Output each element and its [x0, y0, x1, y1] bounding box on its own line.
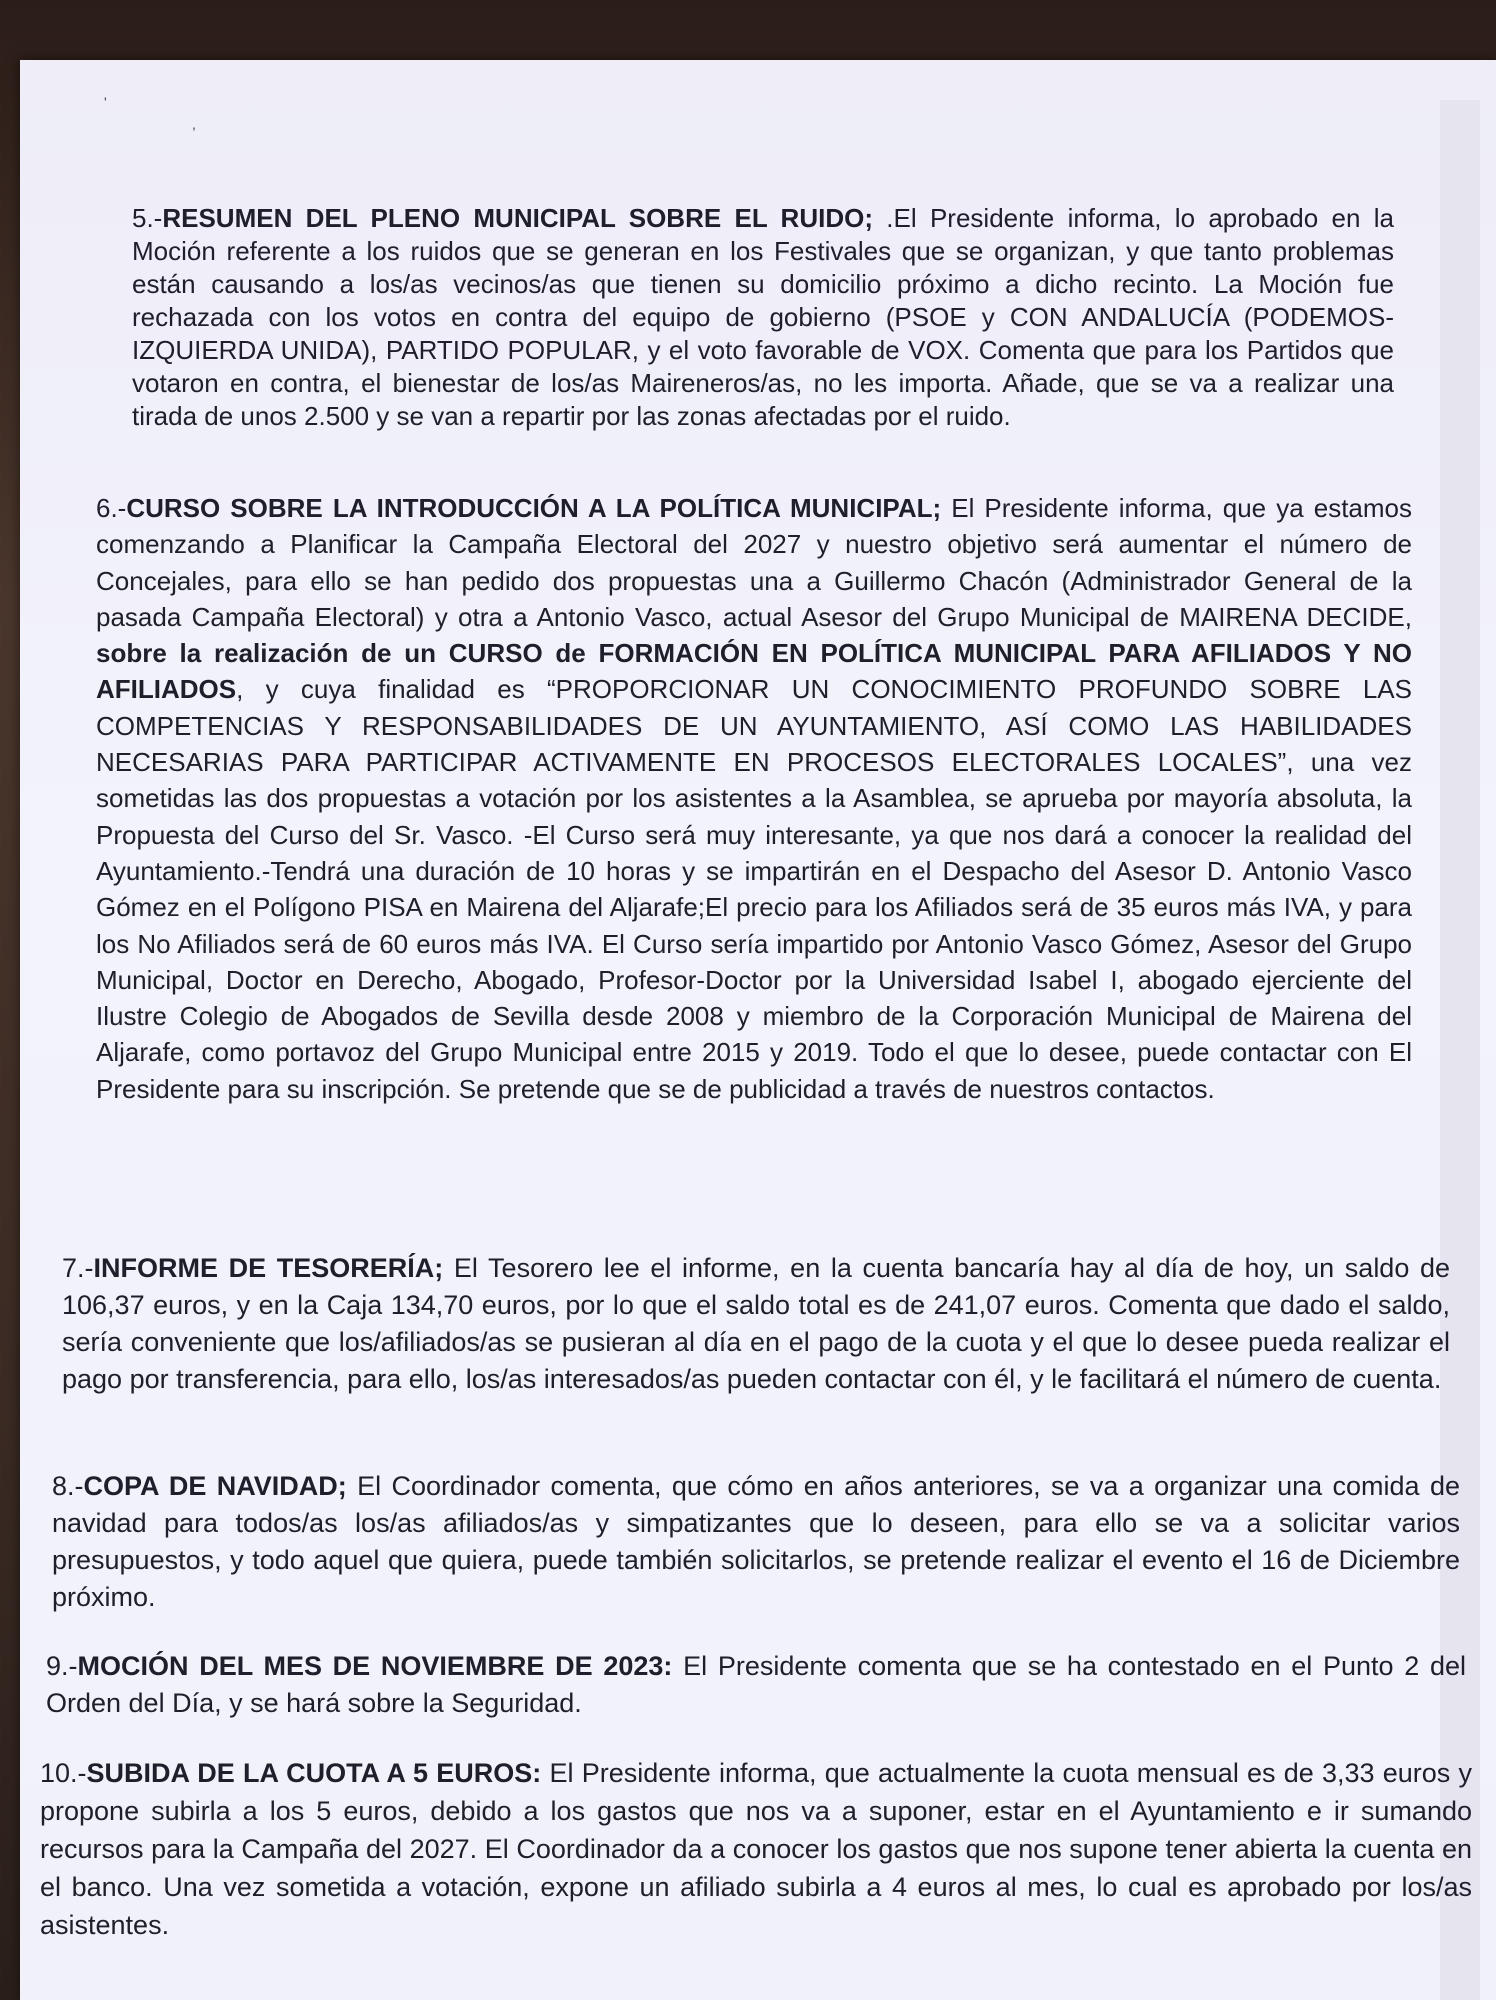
section-5: [132, 202, 1394, 433]
section-title: CURSO SOBRE LA INTRODUCCIÓN A LA POLÍTICA MUNICIPAL;: [126, 493, 942, 523]
section-9: [46, 1648, 1466, 1722]
section-number: 9.-: [46, 1651, 78, 1681]
section-title: RESUMEN DEL PLENO MUNICIPAL SOBRE EL RUIDO;: [162, 203, 873, 233]
section-number: 7.-: [62, 1253, 94, 1283]
section-body: El Coordinador comenta, que cómo en años anteriores, se va a organizar una comida de navidad para todos/as los/as afiliados/as y simpatizantes que lo deseen, para ello se va a solicitar varios presupuestos, y todo aquel que quiera, puede también solicitarlos, se pretende realizar el evento el 16 de Diciembre próximo.: [52, 1471, 1460, 1612]
section-number: 10.-: [40, 1758, 87, 1788]
section-title: INFORME DE TESORERÍA;: [93, 1253, 444, 1283]
section-body: .El Presidente informa, lo aprobado en la Moción referente a los ruidos que se generan en los Festivales que se organizan, y que tanto problemas están causando a los/as vecinos/as que tienen su domicilio próximo a dicho recinto. La Moción fue rechazada con los votos en contra del equipo de gobierno (PSOE y CON ANDALUCÍA (PODEMOS-IZQUIERDA UNIDA), PARTIDO POPULAR, y el voto favorable de VOX. Comenta que para los Partidos que votaron en contra, el bienestar de los/as Maireneros/as, no les importa. Añade, que se va a realizar una tirada de unos 2.500 y se van a repartir por las zonas afectadas por el ruido.: [132, 203, 1394, 431]
section-body: El Presidente informa, que actualmente la cuota mensual es de 3,33 euros y propone subirla a los 5 euros, debido a los gastos que nos va a suponer, estar en el Ayuntamiento e ir sumando recursos para la Campaña del 2027. El Coordinador da a conocer los gastos que nos supone tener abierta la cuenta en el banco. Una vez sometida a votación, expone un afiliado subirla a 4 euros al mes, lo cual es aprobado por los/as asistentes.: [40, 1758, 1472, 1940]
section-7: [62, 1250, 1450, 1398]
section-title: MOCIÓN DEL MES DE NOVIEMBRE DE 2023:: [77, 1651, 673, 1681]
section-body: El Presidente comenta que se ha contestado en el Punto 2 del Orden del Día, y se hará sobre la Seguridad.: [46, 1651, 1467, 1718]
section-title: COPA DE NAVIDAD;: [83, 1471, 347, 1501]
section-8: [52, 1468, 1460, 1616]
section-10: [40, 1754, 1472, 1944]
section-6: [96, 490, 1412, 1107]
section-body: El Presidente informa, que ya estamos comenzando a Planificar la Campaña Electoral del 2027 y nuestro objetivo será aumentar el número de Concejales, para ello se han pedido dos propuestas una a Guillermo Chacón (Administrador General de la pasada Campaña Electoral) y otra a Antonio Vasco, actual Asesor del Grupo Municipal de MAIRENA DECIDE,: [96, 493, 1412, 632]
stray-mark: ,: [192, 116, 196, 132]
section-number: 5.-: [132, 203, 163, 233]
section-number: 6.-: [96, 493, 127, 523]
section-body: El Tesorero lee el informe, en la cuenta bancaría hay al día de hoy, un saldo de 106,37 euros, y en la Caja 134,70 euros, por lo que el saldo total es de 241,07 euros. Comenta que dado el saldo, sería conveniente que los/afiliados/as se pusieran al día en el pago de la cuota y el que lo desee pueda realizar el pago por transferencia, para ello, los/as interesados/as pueden contactar con él, y le facilitará el número de cuenta.: [62, 1253, 1451, 1394]
section-body-bold: sobre la realización de un CURSO de FORMACIÓN EN POLÍTICA MUNICIPAL PARA AFILIADOS Y NO AFILIADOS: [96, 638, 1412, 705]
stray-mark: ': [104, 94, 107, 110]
section-title: SUBIDA DE LA CUOTA A 5 EUROS:: [86, 1758, 542, 1788]
section-number: 8.-: [52, 1471, 84, 1501]
section-body: , y cuya finalidad es “PROPORCIONAR UN CONOCIMIENTO PROFUNDO SOBRE LAS COMPETENCIAS Y RESPONSABILIDADES DE UN AYUNTAMIENTO, ASÍ COMO LAS HABILIDADES NECESARIAS PARA PARTICIPAR ACTIVAMENTE EN PROCESOS ELECTORALES LOCALES”, una vez sometidas las dos propuestas a votación por los asistentes a la Asamblea, se aprueba por mayoría absoluta, la Propuesta del Curso del Sr. Vasco. -El Curso será muy interesante, ya que nos dará a conocer la realidad del Ayuntamiento.-Tendrá una duración de 10 horas y se impartirán en el Despacho del Asesor D. Antonio Vasco Gómez en el Polígono PISA en Mairena del Aljarafe;El precio para los Afiliados será de 35 euros más IVA, y para los No Afiliados será de 60 euros más IVA. El Curso sería impartido por Antonio Vasco Gómez, Asesor del Grupo Municipal, Doctor en Derecho, Abogado, Profesor-Doctor por la Universidad Isabel I, abogado ejerciente del Ilustre Colegio de Abogados de Sevilla desde 2008 y miembro de la Corporación Municipal de Mairena del Aljarafe, como portavoz del Grupo Municipal entre 2015 y 2019. Todo el que lo desee, puede contactar con El Presidente para su inscripción. Se pretende que se de publicidad a través de nuestros contactos.: [96, 674, 1412, 1104]
